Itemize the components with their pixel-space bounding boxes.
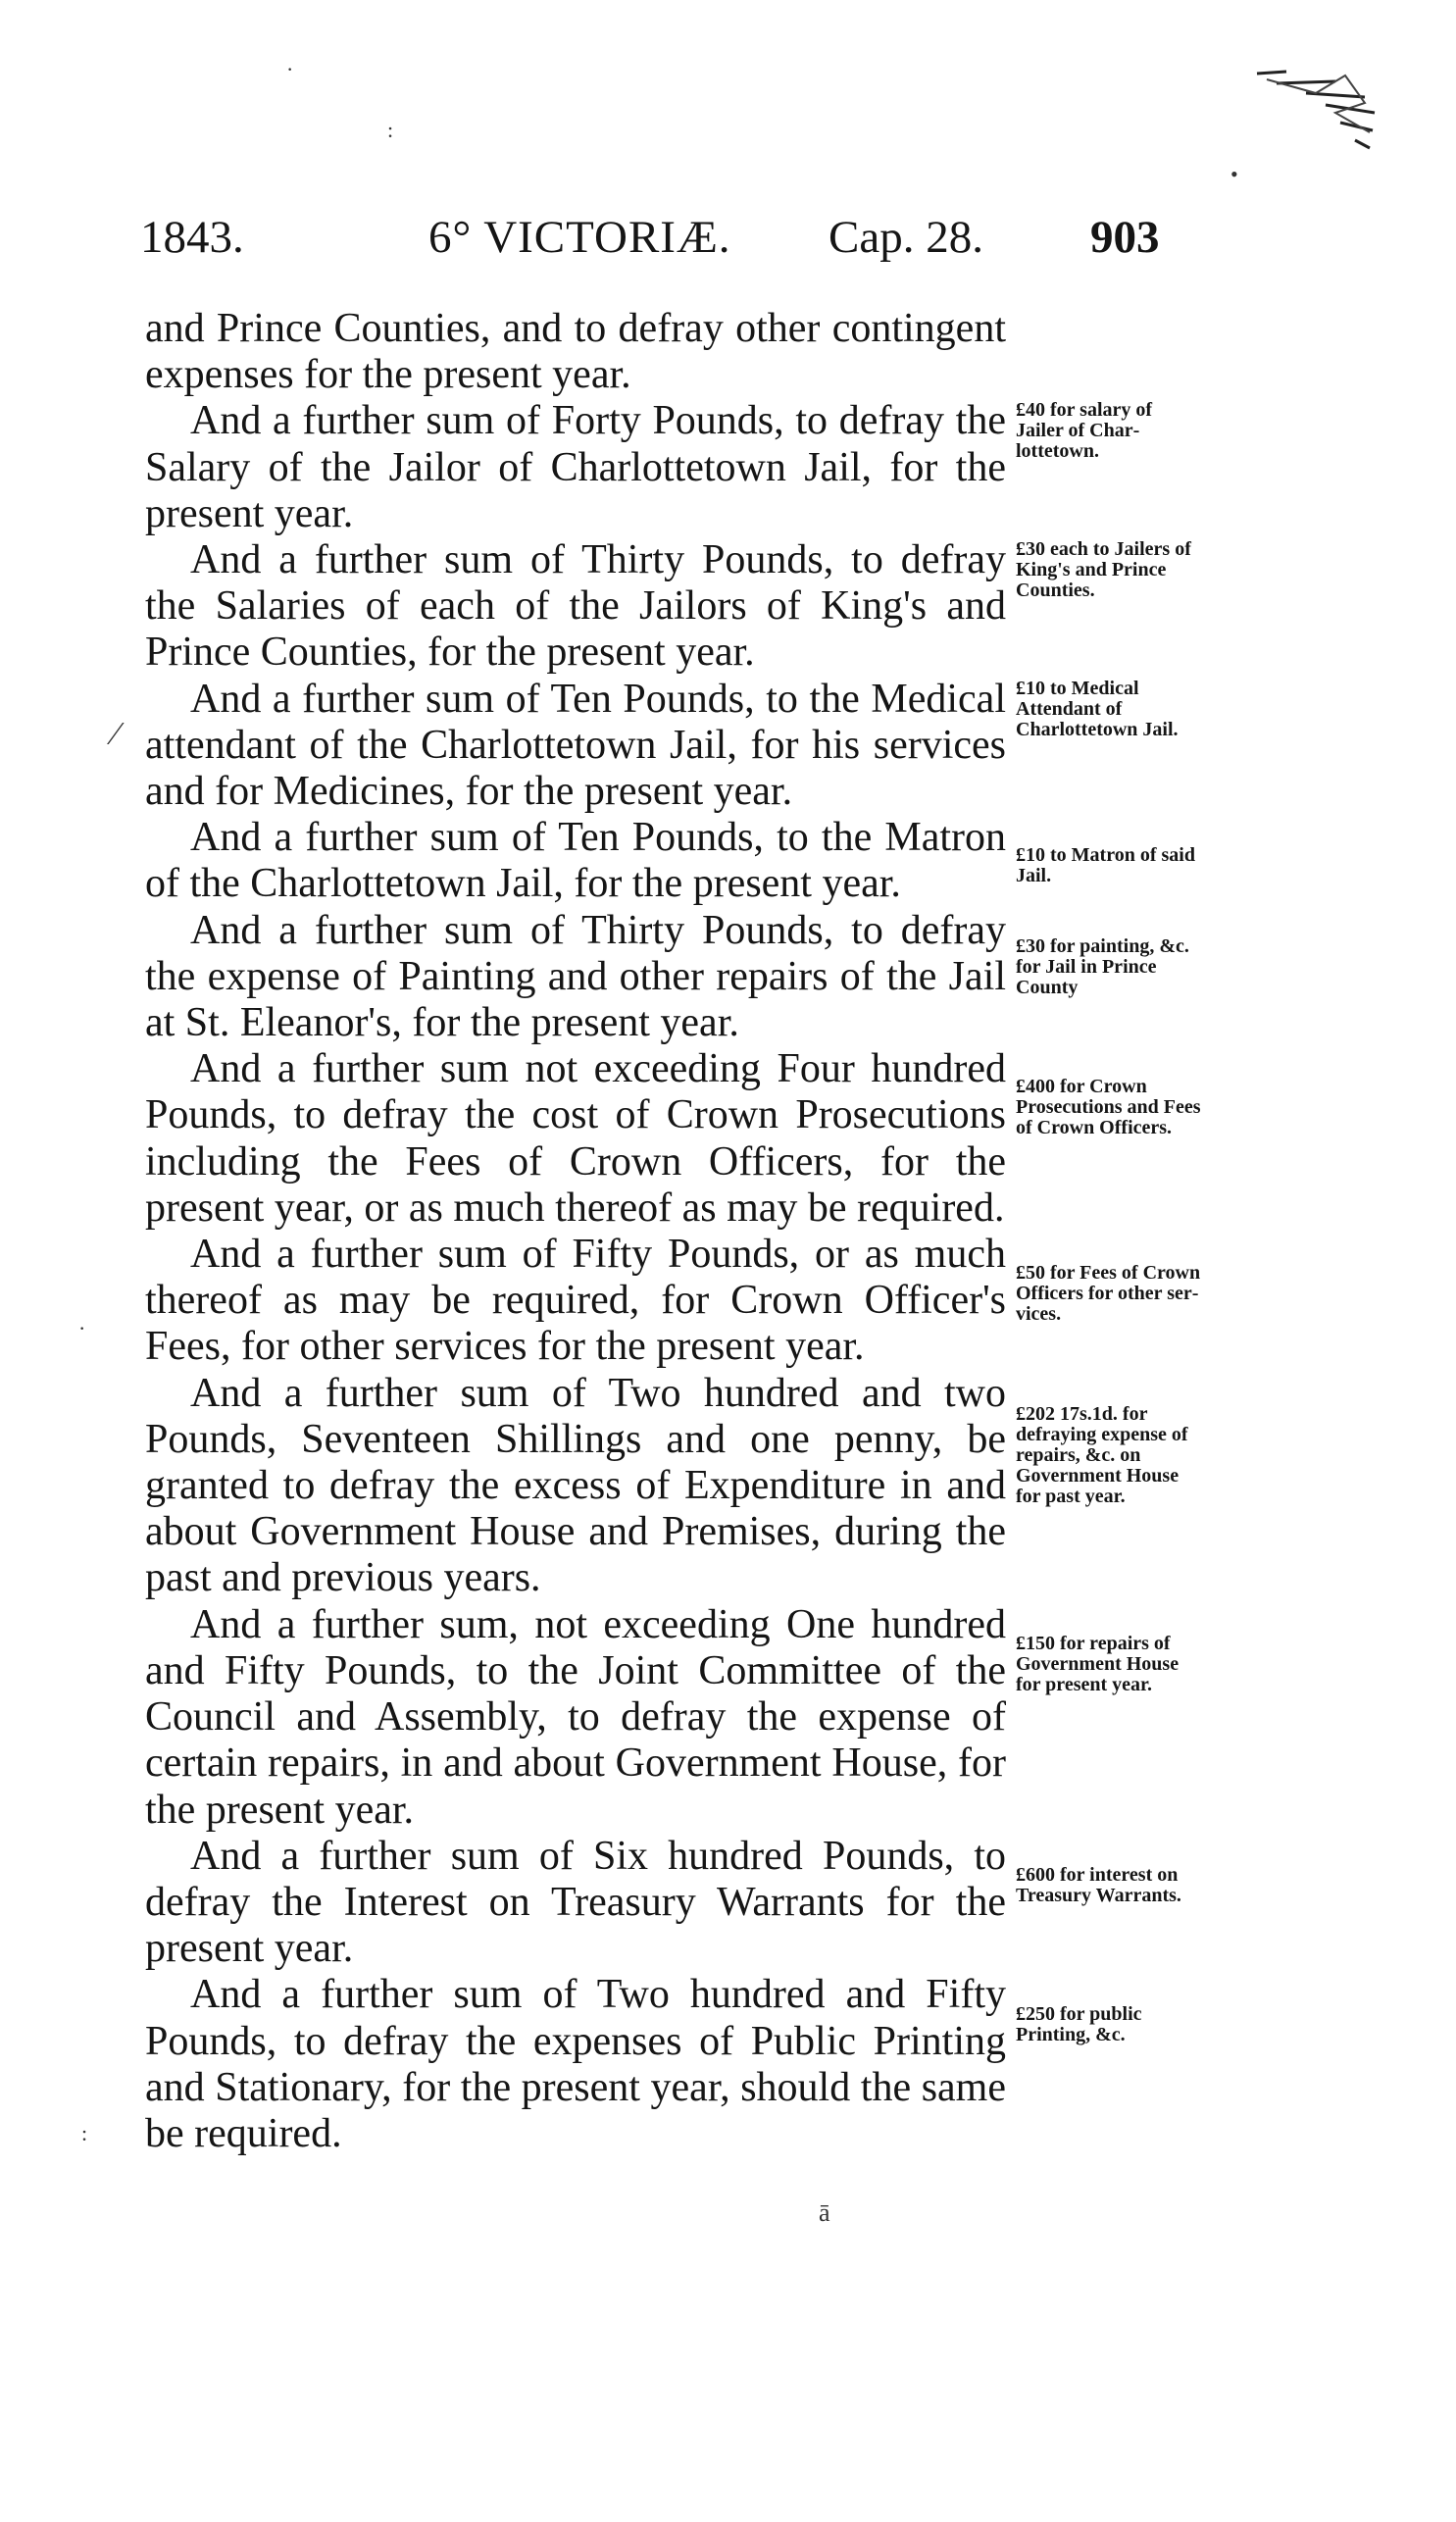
- paragraph: And a further sum of Thirty Pounds, to defray the expense of Painting and other repairs of the Jail at St. Eleanor's, for the present year.: [145, 907, 1006, 1046]
- paragraph: And a further sum of Six hundred Pounds, to defray the Interest on Treasury Warrants for the present year.: [145, 1833, 1006, 1972]
- paragraph: And a further sum of Two hundred and two Pounds, Seventeen Shillings and one penny, be granted to defray the excess of Expenditure in and about Government House and Premises, during the past and previous years.: [145, 1370, 1006, 1601]
- stray-mark: •: [1230, 162, 1238, 186]
- stray-mark: :: [81, 2121, 88, 2145]
- margin-note: £30 each to Jailers of King's and Prince Counties.: [1016, 538, 1191, 601]
- paragraph: And a further sum of Ten Pounds, to the Medical attendant of the Charlottetown Jail, for his services and for Medicines, for the present year.: [145, 676, 1006, 815]
- page-number: 903: [1090, 212, 1160, 263]
- paragraph: And a further sum of Forty Pounds, to defray the Salary of the Jailor of Charlottetown Jail, for the present year.: [145, 398, 1006, 536]
- margin-note: £202 17s.1d. for defraying expense of repairs, &c. on Government House for past year.: [1016, 1403, 1188, 1507]
- paragraph: And a further sum of Two hundred and Fifty Pounds, to defray the expenses of Public Printing and Stationary, for the present year, should the same be required.: [145, 1972, 1006, 2156]
- margin-note: £150 for repairs of Government House for present year.: [1016, 1633, 1180, 1695]
- paragraph: And a further sum of Thirty Pounds, to defray the Salaries of each of the Jailors of King's and Prince Counties, for the present year.: [145, 537, 1006, 676]
- header-reign: 6° VICTORIÆ.: [428, 212, 731, 263]
- stray-mark: ⁄: [113, 716, 119, 752]
- margin-note: £40 for salary of Jailer of Charlottetown.: [1016, 399, 1153, 462]
- paragraph: And a further sum, not exceeding One hundred and Fifty Pounds, to the Joint Committee of the Council and Assembly, to defray the expense of certain repairs, in and about Government House, for the present year.: [145, 1601, 1006, 1833]
- running-header: [0, 208, 1456, 267]
- margin-note: £250 for public Printing, &c.: [1016, 2003, 1142, 2045]
- paragraph: And a further sum of Fifty Pounds, or as much thereof as may be required, for Crown Officer's Fees, for other services for the present year.: [145, 1232, 1006, 1370]
- margin-note: £30 for painting, &c. for Jail in Prince County: [1016, 935, 1189, 998]
- margin-note: £10 to Matron of said Jail.: [1016, 844, 1195, 886]
- margin-note: £50 for Fees of Crown Officers for other services.: [1016, 1262, 1201, 1325]
- stray-mark: ·: [78, 1316, 86, 1340]
- stray-mark: ā: [819, 2198, 830, 2227]
- header-chapter: Cap. 28.: [828, 212, 983, 263]
- margin-note: £10 to Medical Attendant of Charlottetown Jail.: [1016, 678, 1179, 740]
- margin-note: £400 for Crown Prosecutions and Fees of Crown Officers.: [1016, 1076, 1201, 1138]
- stray-mark: :: [387, 118, 394, 142]
- margin-note: £600 for interest on Treasury Warrants.: [1016, 1864, 1181, 1906]
- paragraph: And a further sum not exceeding Four hundred Pounds, to defray the cost of Crown Prosecutions including the Fees of Crown Officers, for the present year, or as much thereof as may be required.: [145, 1046, 1006, 1231]
- stray-mark: ·: [286, 57, 294, 81]
- ink-scribble-mark: [1247, 54, 1384, 172]
- header-year: 1843.: [140, 212, 244, 263]
- paragraph: And a further sum of Ten Pounds, to the Matron of the Charlottetown Jail, for the present year.: [145, 815, 1006, 907]
- body-text: [145, 306, 1006, 2157]
- paragraph: and Prince Counties, and to defray other contingent expenses for the present year.: [145, 306, 1006, 398]
